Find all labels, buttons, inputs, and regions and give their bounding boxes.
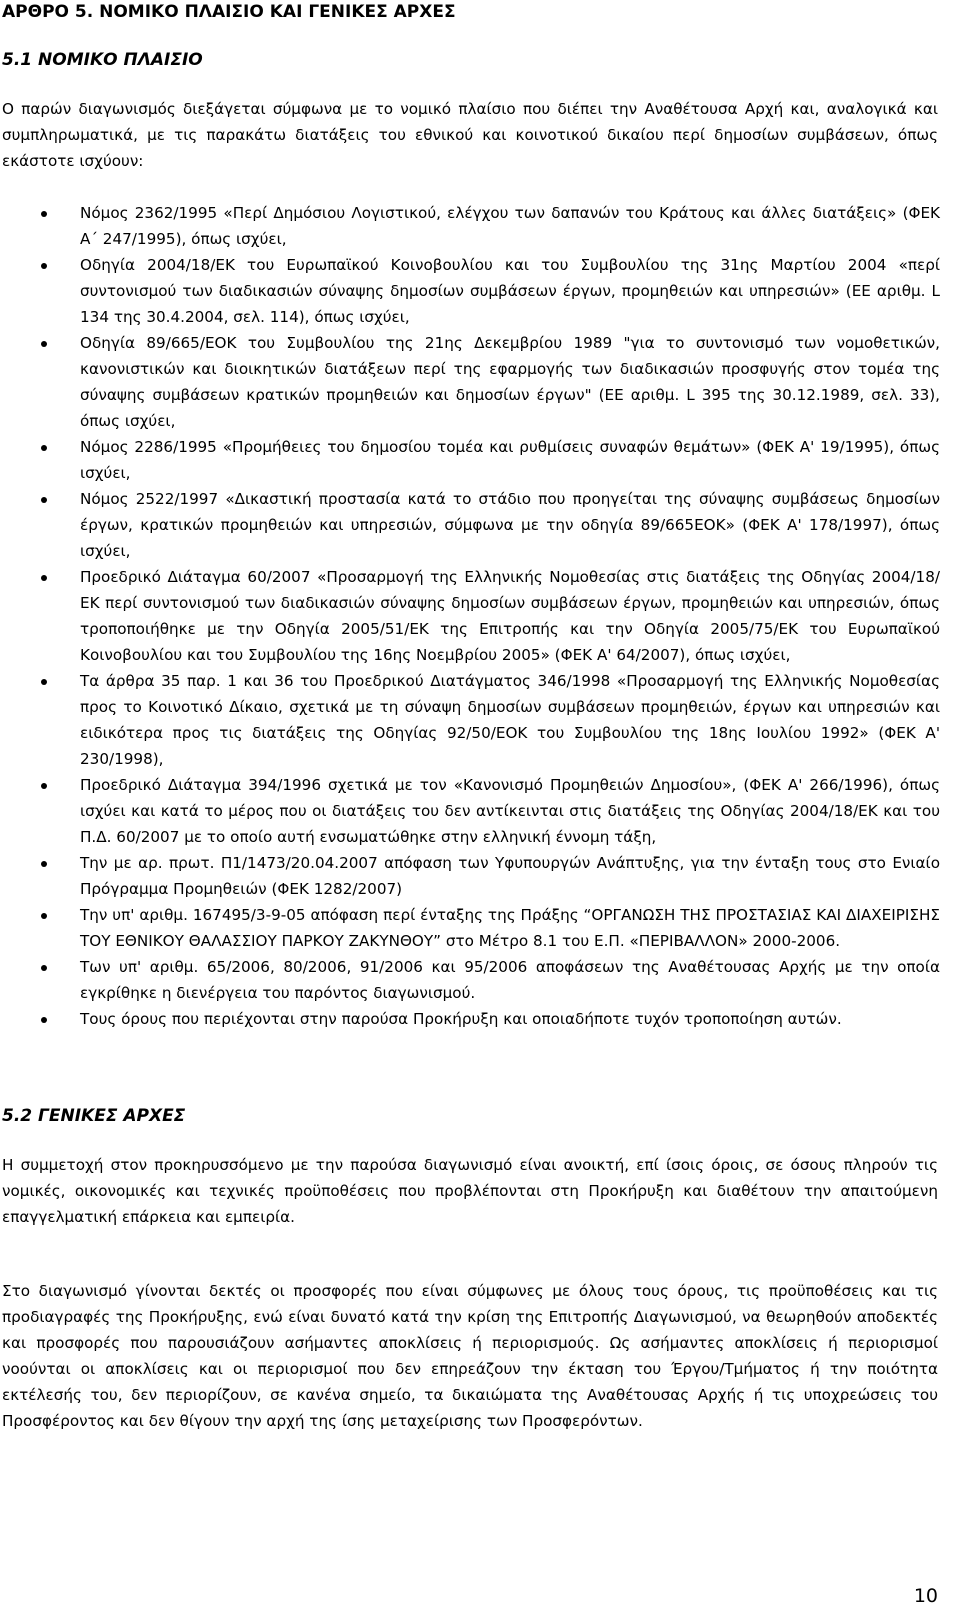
bullet-icon — [41, 497, 47, 503]
list-item — [0, 1006, 940, 1032]
bullet-icon — [41, 341, 47, 347]
bullet-icon — [41, 861, 47, 867]
list-item — [0, 668, 940, 772]
list-item — [0, 252, 940, 330]
list-item-text: Νόμος 2286/1995 «Προμήθειες του δημοσίου τομέα και ρυθμίσεις συναφών θεμάτων» (ΦΕΚ Α' 19/1995), όπως ισχύει, — [80, 438, 940, 482]
bullet-icon — [41, 445, 47, 451]
article-title: ΑΡΘΡΟ 5. ΝΟΜΙΚΟ ΠΛΑΙΣΙΟ ΚΑΙ ΓΕΝΙΚΕΣ ΑΡΧΕΣ — [2, 2, 456, 22]
list-item — [0, 434, 940, 486]
list-item-text: Τους όρους που περιέχονται στην παρούσα Προκήρυξη και οποιαδήποτε τυχόν τροποποίηση αυτών. — [80, 1010, 842, 1028]
intro-paragraph: Ο παρών διαγωνισμός διεξάγεται σύμφωνα με το νομικό πλαίσιο που διέπει την Αναθέτουσα Αρχή και, αναλογικά και συμπληρωματικά, με τις παρακάτω διατάξεις του εθνικού και κοινοτικού δικαίου περί δημοσίων συμβάσεων, όπως εκάστοτε ισχύουν: — [2, 100, 938, 170]
list-item-text: Τα άρθρα 35 παρ. 1 και 36 του Προεδρικού Διατάγματος 346/1998 «Προσαρμογή της Ελληνικής Νομοθεσίας προς το Κοινοτικό Δίκαιο, σχετικά με τη σύναψη δημοσίων συμβάσεων προμηθειών, έργων και υπηρεσιών και ειδικότερα προς τις διατάξεις της Οδηγίας 92/50/ΕΟΚ του Συμβουλίου της 18ης Ιουλίου 1992» (ΦΕΚ Α' 230/1998), — [80, 672, 940, 768]
list-item — [0, 200, 940, 252]
list-item-text: Οδηγία 89/665/ΕΟΚ του Συμβουλίου της 21ης Δεκεμβρίου 1989 "για το συντονισμό των νομοθετικών, κανονιστικών και διοικητικών διατάξεων περί της εφαρμογής των διαδικασιών προσφυγής στον τομέα της σύναψης συμβάσεων κρατικών προμηθειών και δημοσίων έργων" (ΕΕ αριθμ. L 395 της 30.12.1989, σελ. 33), όπως ισχύει, — [80, 334, 940, 430]
list-item-text: Νόμος 2362/1995 «Περί Δημόσιου Λογιστικού, ελέγχου των δαπανών του Κράτους και άλλες διατάξεις» (ΦΕΚ Α΄ 247/1995), όπως ισχύει, — [80, 204, 940, 248]
list-item — [0, 850, 940, 902]
bullet-icon — [41, 575, 47, 581]
section-title-5-1: 5.1 ΝΟΜΙΚΟ ΠΛΑΙΣΙΟ — [2, 50, 203, 70]
list-item-text: Νόμος 2522/1997 «Δικαστική προστασία κατά το στάδιο που προηγείται της σύναψης συμβάσεως δημοσίων έργων, κρατικών προμηθειών και υπηρεσιών, σύμφωνα με την οδηγία 89/665ΕΟΚ» (ΦΕΚ Α' 178/1997), όπως ισχύει, — [80, 490, 940, 560]
general-principles-paragraph-1: Η συμμετοχή στον προκηρυσσόμενο με την παρούσα διαγωνισμό είναι ανοικτή, επί ίσοις όροις, σε όσους πληρούν τις νομικές, οικονομικές και τεχνικές προϋποθέσεις που προβλέπονται στη Προκήρυξη και διαθέτουν την απαιτούμενη επαγγελματική επάρκεια και εμπειρία. — [2, 1156, 938, 1226]
page-number: 10 — [913, 1585, 938, 1607]
section-title-5-2: 5.2 ΓΕΝΙΚΕΣ ΑΡΧΕΣ — [2, 1106, 186, 1126]
list-item — [0, 330, 940, 434]
legal-framework-list — [0, 200, 940, 1032]
list-item-text: Προεδρικό Διάταγμα 60/2007 «Προσαρμογή της Ελληνικής Νομοθεσίας στις διατάξεις της Οδηγίας 2004/18/ΕΚ περί συντονισμού των διαδικασιών σύναψης δημοσίων συμβάσεων έργων, προμηθειών και υπηρεσιών, όπως τροποποιήθηκε με την Οδηγία 2005/51/ΕΚ της Επιτροπής και την Οδηγία 2005/75/ΕΚ του Ευρωπαϊκού Κοινοβουλίου και του Συμβουλίου της 16ης Νοεμβρίου 2005» (ΦΕΚ Α' 64/2007), όπως ισχύει, — [80, 568, 940, 664]
list-item — [0, 954, 940, 1006]
list-item-text: Οδηγία 2004/18/ΕΚ του Ευρωπαϊκού Κοινοβουλίου και του Συμβουλίου της 31ης Μαρτίου 2004 «περί συντονισμού των διαδικασιών σύναψης δημοσίων συμβάσεων έργων, προμηθειών και υπηρεσιών» (ΕΕ αριθμ. L 134 της 30.4.2004, σελ. 114), όπως ισχύει, — [80, 256, 940, 326]
list-item-text: Των υπ' αριθμ. 65/2006, 80/2006, 91/2006 και 95/2006 αποφάσεων της Αναθέτουσας Αρχής με την οποία εγκρίθηκε η διενέργεια του παρόντος διαγωνισμού. — [80, 958, 940, 1002]
list-item — [0, 902, 940, 954]
bullet-icon — [41, 679, 47, 685]
list-item-text: Την υπ' αριθμ. 167495/3-9-05 απόφαση περί ένταξης της Πράξης “ΟΡΓΑΝΩΣΗ ΤΗΣ ΠΡΟΣΤΑΣΙΑΣ ΚΑΙ ΔΙΑΧΕΙΡΙΣΗΣ ΤΟΥ ΕΘΝΙΚΟΥ ΘΑΛΑΣΣΙΟΥ ΠΑΡΚΟΥ ΖΑΚΥΝΘΟΥ” στο Μέτρο 8.1 του Ε.Π. «ΠΕΡΙΒΑΛΛΟΝ» 2000-2006. — [80, 906, 940, 950]
list-item — [0, 486, 940, 564]
bullet-icon — [41, 913, 47, 919]
bullet-icon — [41, 783, 47, 789]
list-item-text: Προεδρικό Διάταγμα 394/1996 σχετικά με τον «Κανονισμό Προμηθειών Δημοσίου», (ΦΕΚ Α' 266/1996), όπως ισχύει και κατά το μέρος που οι διατάξεις του δεν αντίκεινται στις διατάξεις της Οδηγίας 2004/18/ΕΚ και του Π.Δ. 60/2007 με το οποίο αυτή ενσωματώθηκε στην ελληνική έννομη τάξη, — [80, 776, 940, 846]
bullet-icon — [41, 1017, 47, 1023]
bullet-icon — [41, 211, 47, 217]
general-principles-paragraph-2: Στο διαγωνισμό γίνονται δεκτές οι προσφορές που είναι σύμφωνες με όλους τους όρους, τις προϋποθέσεις και τις προδιαγραφές της Προκήρυξης, ενώ είναι δυνατό κατά την κρίση της Επιτροπής Διαγωνισμού, να θεωρηθούν αποδεκτές και προσφορές που παρουσιάζουν ασήμαντες αποκλίσεις ή περιορισμούς. Ως ασήμαντες αποκλίσεις ή περιορισμοί νοούνται οι αποκλίσεις και οι περιορισμοί που δεν επηρεάζουν την έκταση του Έργου/Τμήματος ή την ποιότητα εκτέλεσής του, δεν περιορίζουν, σε κανένα σημείο, τα δικαιώματα της Αναθέτουσας Αρχής ή τις υποχρεώσεις του Προσφέροντος και δεν θίγουν την αρχή της ίσης μεταχείρισης των Προσφερόντων. — [2, 1282, 938, 1430]
list-item — [0, 564, 940, 668]
bullet-icon — [41, 263, 47, 269]
list-item — [0, 772, 940, 850]
bullet-icon — [41, 965, 47, 971]
list-item-text: Την με αρ. πρωτ. Π1/1473/20.04.2007 απόφαση των Υφυπουργών Ανάπτυξης, για την ένταξη τους στο Ενιαίο Πρόγραμμα Προμηθειών (ΦΕΚ 1282/2007) — [80, 854, 940, 898]
